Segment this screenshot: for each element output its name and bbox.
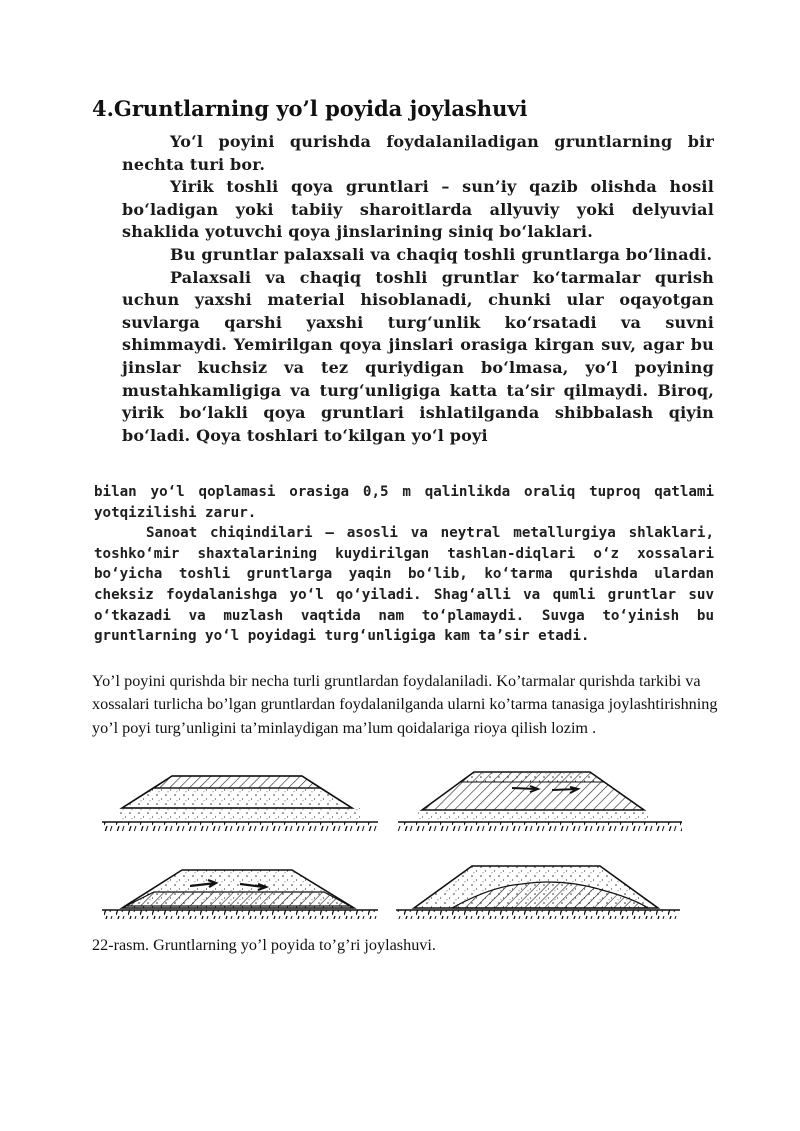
- scanned-text-block-top: [122, 131, 714, 447]
- embankment-top-right: [398, 772, 682, 831]
- embankment-bottom-right: [396, 866, 680, 919]
- paragraph: Yo‘l poyini qurishda foydalaniladigan gruntlarning bir nechta turi bor.: [122, 132, 714, 174]
- figure-caption: 22-rasm. Gruntlarning yo’l poyida to’g’ri joylashuvi.: [92, 936, 436, 954]
- embankment-figure: [92, 766, 732, 926]
- paragraph: Yo’l poyini qurishda bir necha turli gruntlardan foydalaniladi. Ko’tarmalar qurishda tarkibi va xossalari turlicha bo’lgan gruntlardan foydalanilganda ularni ko’tarma tanasiga joylashtirishning yo’l poyi turg’unligini ta’minlaydigan ma’lum qoidalariga rioya qilish lozim .: [92, 672, 718, 737]
- embankment-bottom-left: [102, 870, 378, 919]
- section-heading: 4.Gruntlarning yo’l poyida joylashuvi: [92, 96, 528, 121]
- paragraph: Yirik toshli qoya gruntlari – sun’iy qazib olishda hosil bo‘ladigan yoki tabiiy sharoitlarda allyuviy yoki delyuvial shaklida yotuvchi qoya jinslarining siniq bo‘laklari.: [122, 177, 714, 242]
- paragraph: Sanoat chiqindilari – asosli va neytral metallurgiya shlaklari, toshko‘mir shaxtalarining kuydirilgan tashlan-diqlari o‘z xossalari bo‘yicha toshli gruntlarga yaqin bo‘lib, ko‘tarma qurishda ulardan cheksiz foydalanishga yo‘l qo‘yiladi. Shag‘alli va qumli gruntlar suv o‘tkazadi va muzlash vaqtida nam to‘plamaydi. Suvga to‘yinish bu gruntlarning yo‘l poyidagi turg‘unligiga kam ta’sir etadi.: [94, 525, 714, 645]
- paragraph: Palaxsali va chaqiq toshli gruntlar ko‘tarmalar qurish uchun yaxshi material hisoblanadi, chunki ular oqayotgan suvlarga qarshi yaxshi turg‘unlik ko‘rsatadi va suvni shimmaydi. Yemirilgan qoya jinslari orasiga kirgan suv, agar bu jinslar kuchsiz va tez quriydigan bo‘lmasa, yo‘l poyining mustahkamligiga va turg‘unligiga katta ta’sir qilmaydi. Biroq, yirik bo‘lakli qoya gruntlari ishlatilganda shibbalash qiyin bo‘ladi. Qoya toshlari to‘kilgan yo‘l poyi: [122, 267, 714, 445]
- embankment-top-left: [102, 776, 378, 831]
- paragraph: bilan yo‘l qoplamasi orasiga 0,5 m qalinlikda oraliq tuproq qatlami yotqizilishi zarur.: [94, 484, 714, 521]
- body-text: [92, 670, 724, 740]
- paragraph: Bu gruntlar palaxsali va chaqiq toshli gruntlarga bo‘linadi.: [170, 244, 713, 264]
- scanned-text-block-bottom: [94, 482, 714, 647]
